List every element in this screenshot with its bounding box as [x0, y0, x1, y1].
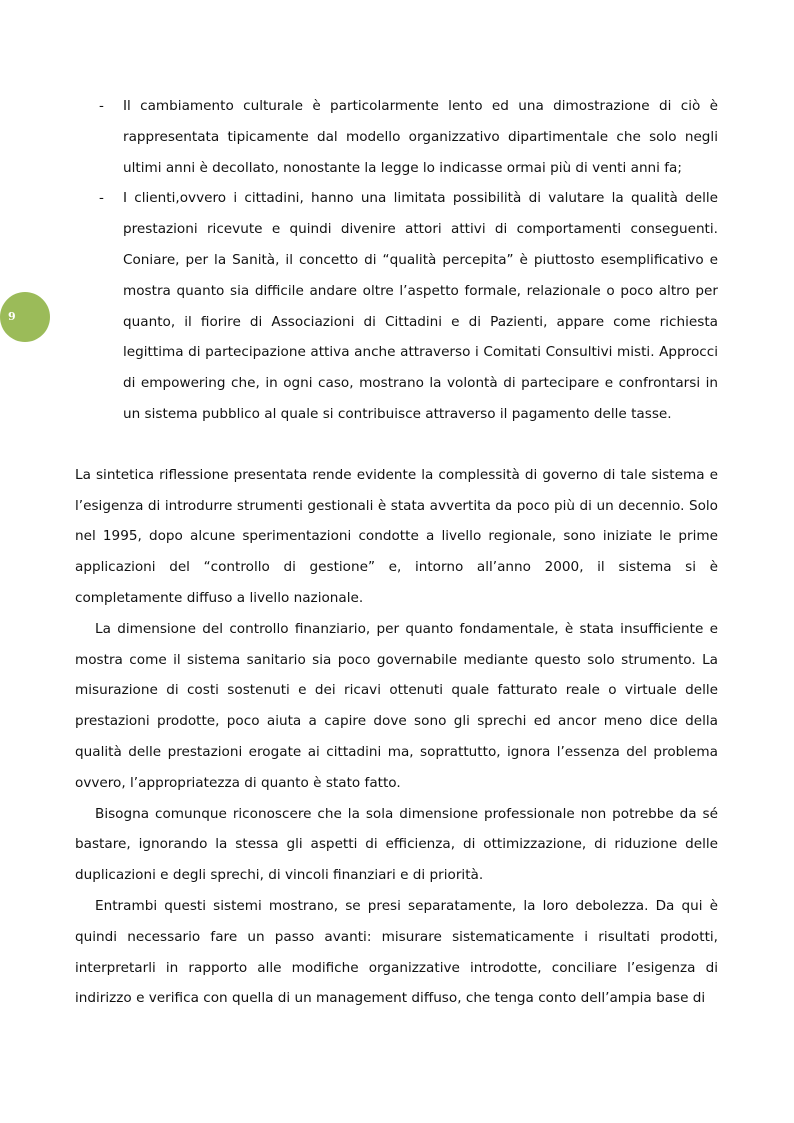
dash-bullet-icon: - [99, 190, 104, 207]
page-number-badge: 9 [0, 292, 50, 342]
bullet-text: Il cambiamento culturale è particolarmente lento ed una dimostrazione di ciò è rappresentata tipicamente dal modello organizzativo dipartimentale che solo negli ultimi anni è decollato, nonostante la legge lo indicasse ormai più di venti anni fa; [123, 98, 718, 176]
document-body [75, 91, 718, 1014]
paragraph: La sintetica riflessione presentata rende evidente la complessità di governo di tale sistema e l’esigenza di introdurre strumenti gestionali è stata avvertita da poco più di un decennio. Solo nel 1995, dopo alcune sperimentazioni condotte a livello regionale, sono iniziate le prime applicazioni del “controllo di gestione” e, intorno all’anno 2000, il sistema si è completamente diffuso a livello nazionale. [75, 466, 718, 606]
dash-bullet-icon: - [99, 98, 104, 114]
paragraph: Bisogna comunque riconoscere che la sola dimensione professionale non potrebbe da sé bastare, ignorando la stessa gli aspetti di efficienza, di ottimizzazione, di riduzione delle duplicazioni e degli sprechi, di vincoli finanziari e di priorità. [75, 805, 718, 884]
bullet-item [99, 91, 718, 183]
paragraph: La dimensione del controllo finanziario, per quanto fondamentale, è stata insufficiente e mostra come il sistema sanitario sia poco governabile mediante questo solo strumento. La misurazione di costi sostenuti e dei ricavi ottenuti quale fatturato reale o virtuale delle prestazioni prodotte, poco aiuta a capire dove sono gli sprechi ed ancor meno dice della qualità delle prestazioni erogate ai cittadini ma, soprattutto, ignora l’essenza del problema ovvero, l’appropriatezza di quanto è stato fatto. [75, 620, 718, 791]
bullet-text: I clienti,ovvero i cittadini, hanno una limitata possibilità di valutare la qualità delle prestazioni ricevute e quindi divenire attori attivi di comportamenti conseguenti. Coniare, per la Sanità, il concetto di “qualità percepita” è piuttosto esemplificativo e mostra quanto sia difficile andare oltre l’aspetto formale, relazionale o poco altro per quanto, il fiorire di Associazioni di Cittadini e di Pazienti, appare come richiesta legittima di partecipazione attiva anche attraverso i Comitati Consultivi misti. Approcci di empowering che, in ogni caso, mostrano la volontà di partecipare e confrontarsi in un sistema pubblico al quale si contribuisce attraverso il pagamento delle tasse. [123, 190, 718, 422]
bullet-list [75, 91, 718, 430]
bullet-item [99, 183, 718, 429]
paragraph: Entrambi questi sistemi mostrano, se presi separatamente, la loro debolezza. Da qui è quindi necessario fare un passo avanti: misurare sistematicamente i risultati prodotti, interpretarli in rapporto alle modifiche organizzative introdotte, conciliare l’esigenza di indirizzo e verifica con quella di un management diffuso, che tenga conto dell’ampia base di [75, 897, 718, 1007]
